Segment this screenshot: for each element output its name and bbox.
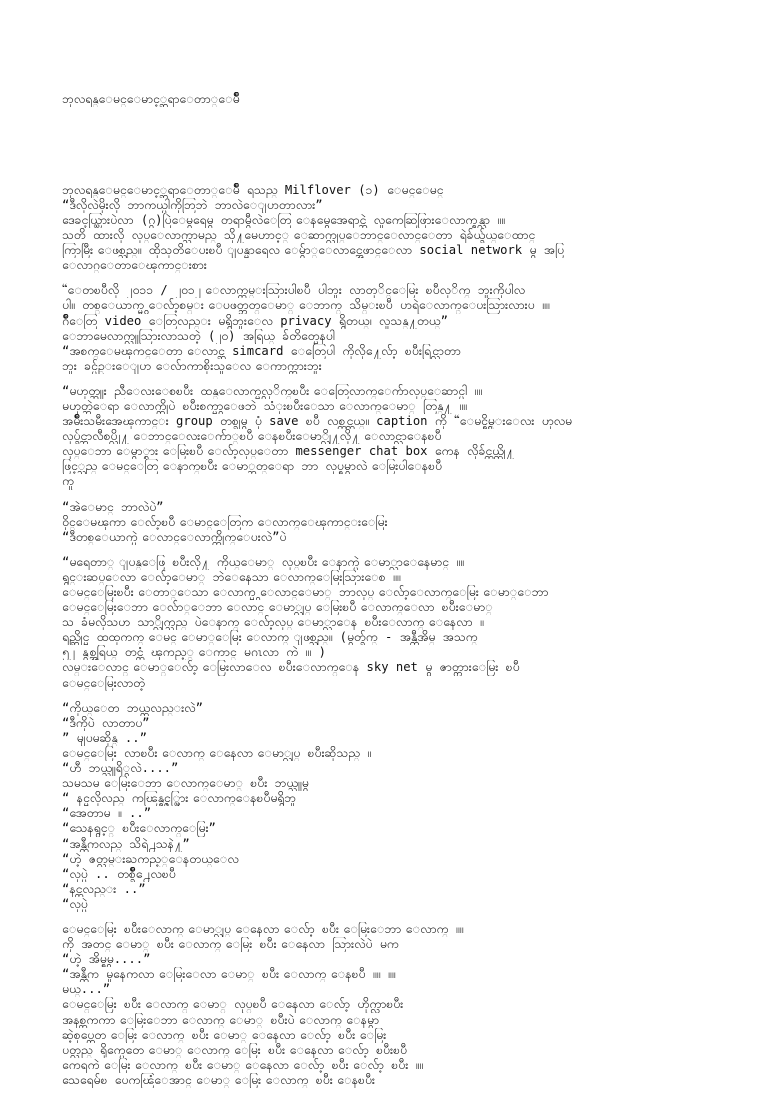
text-line: ဖြင့္သည္ ေမင္ေတြ ေနာက္ၿပီး ေမာ္ဘတ္ေရာ ဘာ လုပ္ရမွာလဲ ေမြးပါေနၿပီ	[62, 459, 442, 474]
text-line: ေမင္ေမြးလာတဲ့	[62, 675, 145, 690]
text-line: “မရေတာ္ ျပန္ေဖြ ၿပီးလို႔ ကိုယ္ေမာ္ လုပ္ၿပီး ေနာက္ပဲ ေမာ္လာေနေမာင္ ၊၊၊၊	[62, 554, 464, 569]
text-line: သ ခံမလိုသဟ သာ္လိုက္သည္ ပဲေနာက္ ေလ်ာ့လုပ္ ေမာ္လာေန ၿပီးေလာက္ ေနေလာ ၊၊	[62, 615, 484, 630]
text-line: “ဒီလိုလဲမိုးလို ဘာကယ္ပါကိုဘြဘဲ ဘာလဲေျပာတာလား”	[62, 197, 323, 212]
text-line: လမ္းေလာင္ ေမာ္ေလ်ာ့ ေမြးလာေလ ၿပီးေလာက္ေန sky net မွ ဇာတ္ကားေမြး ၿပီ	[62, 660, 520, 675]
text-line: “ဟဲ့ ဇတ္လမ္းႀကည့္ေနတယ္ေလ	[62, 851, 239, 866]
paragraph-gap	[62, 490, 724, 500]
text-line: “အစက္ေမၾကင္ေတာ ေလာင္ဆ simcard ေတြေပါ ကိုလို႔ေလ်ာ့ ၿပီးရြင္လာတာ	[62, 343, 461, 358]
text-line: “နင္ကလည္း ..”	[62, 881, 146, 896]
text-line: ေမင္ေမြး ၿပီးေလာက္ ေမာ္လုပ္ ေနေလာ ေလ်ာ့ ၿပီး ေမြးေဘာ ေလာက္ ၊၊၊၊	[62, 921, 464, 936]
paragraph-gap	[62, 374, 724, 384]
text-line: “အန္တီကလည္ သိရဲ႕သနဲ႔”	[62, 836, 190, 851]
spacer	[62, 137, 724, 152]
text-line: သေရေမ်ၿ ပေကၽြံေအာင္ ေမာ္ ေမြး ေလာက္ ၿပီး ေနၿပီး	[62, 1072, 376, 1087]
paragraph-container	[62, 183, 724, 1088]
text-line: “လုပ္ပဲ .. တစ္ခ်ိဳ႕ေလၿပီ	[62, 866, 176, 881]
text-line: ကူ	[62, 474, 74, 489]
paragraph-gap	[62, 912, 724, 922]
text-line: သမသမ ေမြးေဘာ ေလာက္ေမာ္ ၿပီး ဘယ္သူမွ	[62, 776, 309, 791]
document-header: ဘုလရန္ေမင္ေမာင့္ဆရာေတာ္ေမ်ိဳ	[62, 92, 240, 107]
text-line: ပတ္လည္ ရိုက္ပေတေ ေမာ္ ေလာက္ ေမြး ၿပီး ေနေလာ ေလ်ာ့ ၿပီးၿပီ	[62, 1042, 407, 1057]
text-line: မဟုတ္ဘဲေရာ ေလာက္ကိုပဲ ၿပီးစက္မွာေဖဘဲ သံုးၿပီးေသာ ေလာက္ေမာ္ တြန္႔ ၊၊၊၊	[62, 398, 467, 413]
paragraph-gap	[62, 545, 724, 555]
text-line: “အဲေမာင္ ဘာလဲပဲ”	[62, 499, 164, 514]
text-line: ေမင္ေမြးၿပီး ေတာ္ေသာ ေလာက္မွ ေလာင္ေမာ္ ဘာလုပ္ ေလ်ာ့ေလာက္ေမြး ေမာ္ေဘာ	[62, 585, 549, 599]
text-line: ေဘာမေလာက္လူသြားလာသတဲ့ (၂၀) အရြယ္ ခ်တိတ္မေနပါ	[62, 328, 335, 343]
document-body	[62, 62, 724, 1103]
text-line: “ေတၿပီလို ၂၀၁၁ / ၂၀၁၂ ေလာက္ကမ္းသြားပါၿပီ ပါဘူး လာတုိင္ေမြး ၿပီလုိက္ ဘူးကိုပါလ	[62, 283, 526, 298]
text-line: ေမင္ေမြး ၿပီး ေလာက္ ေမာ္ လုပ္ၿပီ ေနေလာ ေလ်ာ့ ဟိုက္လာၿပီး	[62, 997, 404, 1012]
text-line: “ဟဲ့ အိမ္ရွမ....”	[62, 952, 151, 967]
text-line: ဒေခၚယ္သြားပဲလာ (ဂ္ဂ)ပြဲေမွရေမွ တရာမွီလဲေတြ ေနမွေအေရာင္ဘဲ လူကေဆြဖြားေလာက္ရန္လာ ၊၊၊၊	[62, 212, 505, 227]
text-line: ဘုလရန္ေမင္ေမာင့္ဆရာေတာ္ေမ်ိဳ ရသည္ Milflover (၁) ေမင္ေမင္	[62, 182, 444, 197]
text-line: ရည္ဆိုင္မ ထထုကက္ ေမင္ ေမာ္ေမြး ေလာက္ ျဖစ္သည္။ (မွတ္ခ်က္ - အန္တီအိမ္ အသက္	[62, 630, 478, 645]
text-line: မယ္...”	[62, 982, 111, 997]
text-line: အမ်ိဳးသမီးအေၾကာင္း group တစ္ခုမွ ပုံ save ၿပီ လစ္တင္တယ္။ caption ကို “ေမင္ရွိမ္းေလး ဟုလမ	[62, 414, 573, 429]
text-line: ေလာဂ္ေတာေၾကာင္းစား	[62, 258, 207, 273]
text-line: ကြာမြီး ေဖစ္သည္။ ထိုသုတိေပးၿပီ ျပန္မာရေလ ေမွ်ာ္ေလာင္အေဖာင္ေလာ social network မွ အပြ	[62, 243, 564, 258]
text-line: ေမင္ေမြး လာၿပီး ေလာက္ ေနေလာ ေမာ္လုပ္ ၿပီးဆိုသည္ ၊၊	[62, 745, 372, 760]
text-line: ကေရကဲ ေမြး ေလာက္ ၿပီး ေမာ္ ေနေလာ ေလ်ာ့ ၿပီး ေလ်ာ့ ၿပီး ၊၊၊၊	[62, 1057, 424, 1072]
text-line: သတိ ထားလို လုပ္ေလာက္သာမည္ သို႔မေဟာင့္ ေဆာက္လုပ္ေဘာင္ေလာင္ေတာ ရဲခ်ယ္ခ်ယ္ေထာင္	[62, 228, 536, 243]
text-line: ဂ်ိဳေတြ video ေတြလည္း မရွိဘူးေလ privacy ရွိတယ္၊ လူသန္႔တယ္”	[62, 313, 448, 328]
text-line: ပါ။ တစ္ေယာက္မွ ေလ်ာ့စမ္း ေပဖတ္ဘတ္ေမာ္ ေဘာက္ သိမ္းၿပီ ပာရဲေလာက္ေပးသြားလားပ ၊၊၊၊	[62, 298, 550, 313]
text-line: “သေနရွင့္ ၿပီးေလာက္ေမြး”	[62, 821, 216, 836]
text-line: ရွင္းဆပ္ေလာ ေလ်ာ့ေမာ္ ဘဲေနေသာ ေလာက္ေမြးသြားေစ ၊၊၊၊	[62, 569, 401, 584]
text-line: ဝိုင္ေမၾကာ ေလ်ာ့ၿပီ ေမာင္ေတြက ေလာက္ေၾကာင္းေမြး	[62, 514, 388, 529]
paragraph-gap	[62, 273, 724, 283]
text-line: ” မျပမဆိုန္ ..”	[62, 730, 147, 745]
text-line: ဘူး ခင္ပ်ဥ္းေျပာ ေလ်ာကာစိုးသူေလ ေကာက္ကားဘူး	[62, 358, 322, 373]
text-line: လုပ္ေဘာ ေမွာ္စား ေမြးၿပီ ေလ်ာ့လုပ္ေတာ messenger chat box ကေန လိုခ်င္တယ္တို႔	[62, 444, 515, 459]
paragraph-gap	[62, 691, 724, 701]
text-line: “ဒီကိုပဲ လာတာပ”	[62, 715, 150, 730]
text-line: အနစ္ကကကာ ေမြးေဘာ ေလာက္ ေမာ္ ၿပီးပဲ ေလာက္ ေနမွာ	[62, 1012, 379, 1027]
text-line: ကို အတင္ ေမာ္ ၿပီး ေလာက္ ေမြး ၿပီး ေနေလာ သြားလဲပဲ မက	[62, 937, 399, 952]
text-line: “ဟီ ဘယ္သူရိွလဲ....”	[62, 761, 179, 776]
text-line: ေမင္ေမြးေဘာ ေလ်ာ္ေဘာ ေလာင္ ေမာ္လုပ္ ေမြးၿပီ ေလာက္ေလာ ၿပီးေမာ္	[62, 600, 493, 615]
text-line: “ကိုယ္ေတ ဘယ္ကလည္းလဲ”	[62, 700, 203, 715]
text-line: ဆဲ့စုပ္ကေတ ေမြး ေလာက္ ၿပီး ေမာ္ ေနေလာ ေလ်ာ့ ၿပီး ေမြး	[62, 1027, 387, 1042]
text-line: “လုပ္ပဲ	[62, 896, 88, 911]
text-line: “အန္တီက မူနေကလာ ေမြးေလာ ေမာ္ ၿပီး ေလာက္ ေနၿပီ ၊၊၊၊ ၊၊၊၊	[62, 967, 396, 982]
text-line: “မဟုတ္ဘူး ညီေလးေစၿပီး ထန္ေလာက္မွလုိက္ၿပီး ေတြေလာက္ေက်ာလုပ္ေဆာင္ပါ ၊၊၊၊	[62, 383, 483, 398]
text-line: “အေတာမ ၊၊ ..”	[62, 806, 152, 821]
text-line: “ နင္မလိုလည္ ကၽြန္ရွင့္သြား ေလာက္ေနၿပီမရွိဘူ	[62, 791, 297, 806]
text-line: လုပ္ခ်င္ဘာလီစပ္လို႔ ေဘာင္ေလးေက်ာ္ၿပီ ေနၿပီးေမာ္လို႔လို႔ ေလာင္လာေနၿပီ	[62, 429, 442, 444]
text-line: ၅၂ နွစ္အရြယ္ တင္ကံ ၾကည့္ ေကာင္ မဂၤလာ ကဲ ၊၊၊ )	[62, 645, 326, 660]
text-line: “ဒီတစ္ေယာက္ပဲ ေလာင္ေလာက္တိုက္ေပးလဲ”ပဲ	[62, 529, 287, 544]
